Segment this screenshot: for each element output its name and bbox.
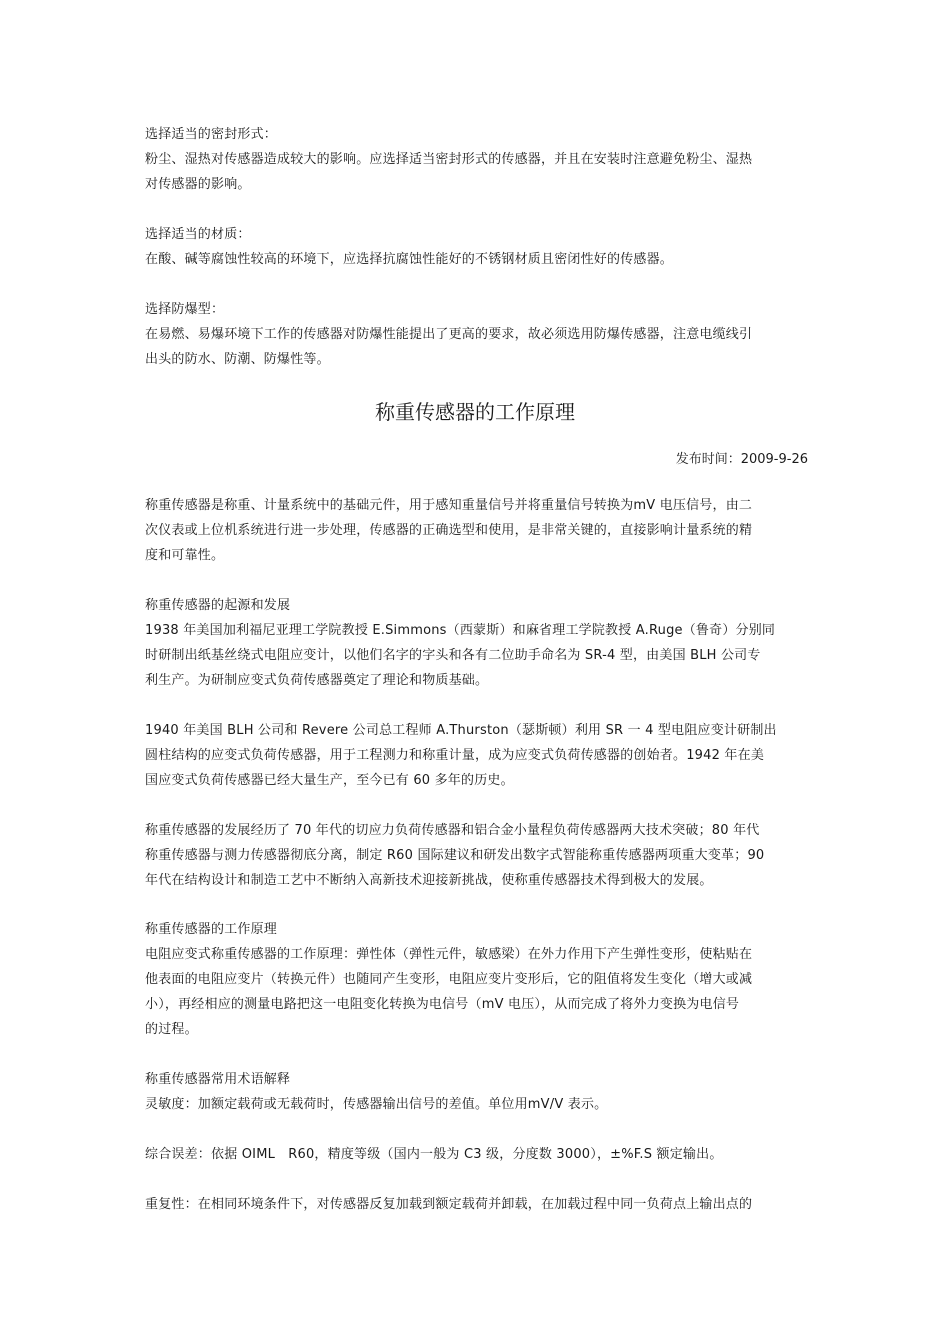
section-heading: 选择防爆型： (145, 302, 225, 317)
paragraph-line: 圆柱结构的应变式负荷传感器，用于工程测力和称重计量，成为应变式负荷传感器的创始者。1942 年在美 (145, 748, 765, 763)
section-line: 对传感器的影响。 (145, 177, 251, 192)
paragraph-line: 利生产。为研制应变式负荷传感器奠定了理论和物质基础。 (145, 673, 489, 688)
paragraph-line: 的过程。 (145, 1022, 198, 1037)
paragraph-line: 电阻应变式称重传感器的工作原理：弹性体（弹性元件，敏感梁）在外力作用下产生弹性变形，使粘贴在 (145, 947, 753, 962)
intro-paragraph (145, 493, 810, 568)
paragraph-line: 1938 年美国加利福尼亚理工学院教授 E.Simmons（西蒙斯）和麻省理工学院教授 A.Ruge（鲁奇）分别同 (145, 623, 776, 638)
section-line: 粉尘、湿热对传感器造成较大的影响。应选择适当密封形式的传感器，并且在安装时注意避免粉尘、湿热 (145, 152, 753, 167)
paragraph-line: 称重传感器与测力传感器彻底分离，制定 R60 国际建议和研发出数字式智能称重传感器两项重大变革；90 (145, 848, 765, 863)
term-error-block (145, 1142, 810, 1167)
paragraph-line: 称重传感器的发展经历了 70 年代的切应力负荷传感器和铝合金小量程负荷传感器两大技术突破；80 年代 (145, 823, 760, 838)
publish-date: 发布时间：2009-9-26 (675, 452, 808, 467)
section-heading: 选择适当的密封形式： (145, 127, 278, 142)
section-sealing (145, 122, 810, 197)
paragraph-line: 小），再经相应的测量电路把这一电阻变化转换为电信号（mV 电压），从而完成了将外力变换为电信号 (145, 997, 740, 1012)
paragraph-line: 国应变式负荷传感器已经大量生产，至今已有 60 多年的历史。 (145, 773, 514, 788)
paragraph-line: 称重传感器是称重、计量系统中的基础元件，用于感知重量信号并将重量信号转换为mV 电压信号，由二 (145, 498, 753, 513)
terms-section (145, 1067, 810, 1117)
paragraph-line: 时研制出纸基丝绕式电阻应变计，以他们名字的字头和各有二位助手命名为 SR-4 型，由美国 BLH 公司专 (145, 648, 761, 663)
section-line: 在易燃、易爆环境下工作的传感器对防爆性能提出了更高的要求，故必须选用防爆传感器，注意电缆线引 (145, 327, 753, 342)
paragraph-line: 年代在结构设计和制造工艺中不断纳入高新技术迎接新挑战，使称重传感器技术得到极大的发展。 (145, 873, 713, 888)
term-error: 综合误差：依据 OIML R60，精度等级（国内一般为 C3 级，分度数 3000），±%F.S 额定输出。 (145, 1147, 723, 1162)
origin-paragraph-3 (145, 818, 810, 893)
section-line: 在酸、碱等腐蚀性较高的环境下，应选择抗腐蚀性能好的不锈钢材质且密闭性好的传感器。 (145, 252, 674, 267)
section-explosion-proof (145, 297, 810, 372)
term-repeatability: 重复性：在相同环境条件下，对传感器反复加载到额定载荷并卸载，在加载过程中同一负荷点上输出点的 (145, 1197, 753, 1212)
article-title: 称重传感器的工作原理 (375, 400, 575, 424)
paragraph-line: 1940 年美国 BLH 公司和 Revere 公司总工程师 A.Thurston（瑟斯顿）利用 SR 一 4 型电阻应变计研制出 (145, 723, 777, 738)
origin-section (145, 593, 810, 693)
term-sensitivity: 灵敏度：加额定载荷或无载荷时，传感器输出信号的差值。单位用mV/V 表示。 (145, 1097, 608, 1112)
paragraph-line: 他表面的电阻应变片（转换元件）也随同产生变形，电阻应变片变形后，它的阻值将发生变化（增大或减 (145, 972, 753, 987)
section-heading: 称重传感器的工作原理 (145, 922, 278, 937)
section-heading: 选择适当的材质： (145, 227, 251, 242)
term-repeat-block (145, 1192, 810, 1217)
paragraph-line: 次仪表或上位机系统进行进一步处理，传感器的正确选型和使用，是非常关键的，直接影响计量系统的精 (145, 523, 753, 538)
principle-section (145, 917, 810, 1042)
section-material (145, 222, 810, 272)
section-line: 出头的防水、防潮、防爆性等。 (145, 352, 330, 367)
section-heading: 称重传感器的起源和发展 (145, 598, 291, 613)
paragraph-line: 度和可靠性。 (145, 548, 225, 563)
origin-paragraph-2 (145, 718, 810, 793)
section-heading: 称重传感器常用术语解释 (145, 1072, 291, 1087)
